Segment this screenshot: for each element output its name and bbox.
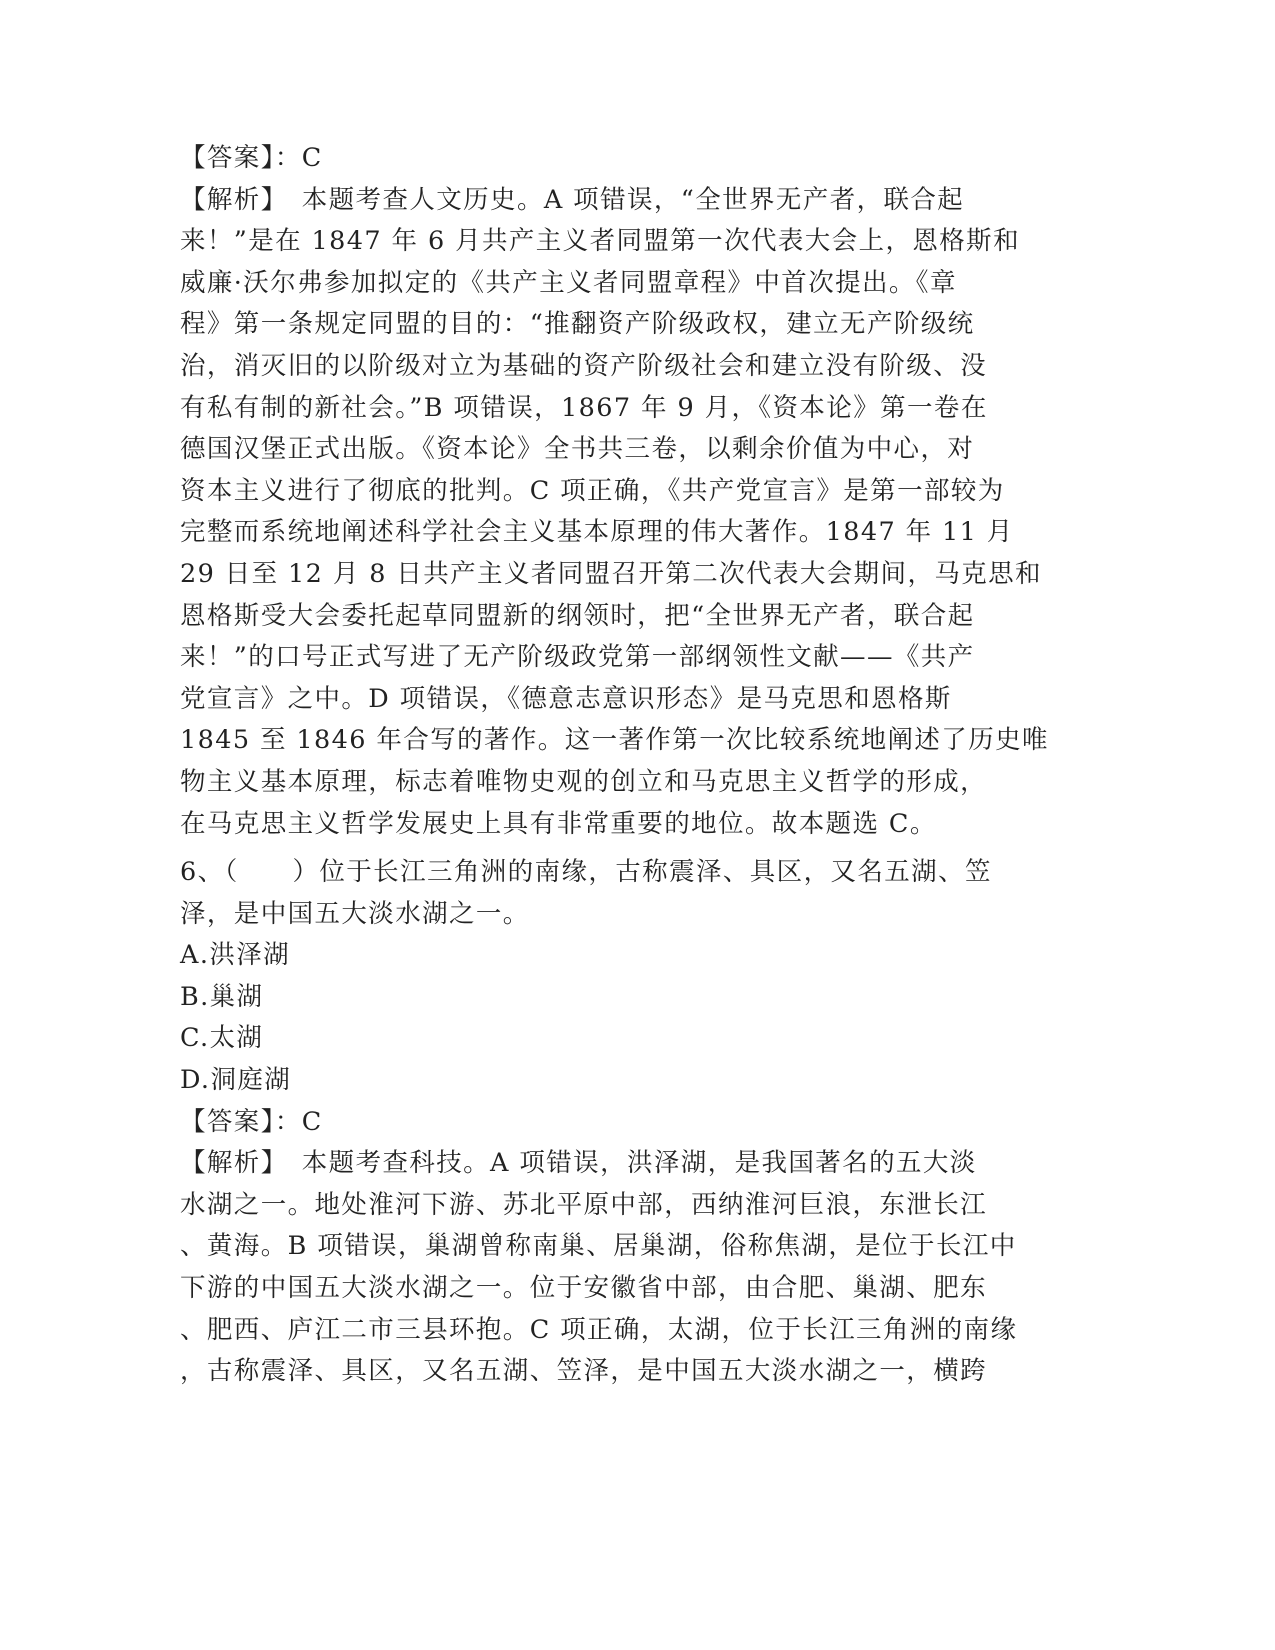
explanation-line: 完整而系统地阐述科学社会主义基本原理的伟大著作。1847 年 11 月 bbox=[180, 517, 1014, 548]
document-page bbox=[180, 138, 1049, 1393]
explanation-line: 治，消灭旧的以阶级对立为基础的资产阶级社会和建立没有阶级、没 bbox=[180, 350, 988, 381]
explanation-line: 下游的中国五大淡水湖之一。位于安徽省中部，由合肥、巢湖、肥东 bbox=[180, 1273, 988, 1304]
explanation-line: 29 日至 12 月 8 日共产主义者同盟召开第二次代表大会期间，马克思和 bbox=[180, 558, 1042, 589]
answer-line: 【答案】：C bbox=[180, 1106, 323, 1137]
explanation-line: 资本主义进行了彻底的批判。C 项正确，《共产党宣言》是第一部较为 bbox=[180, 475, 1005, 506]
explanation-line: 程》第一条规定同盟的目的：“推翻资产阶级政权，建立无产阶级统 bbox=[180, 309, 975, 340]
option-c: C.太湖 bbox=[180, 1023, 264, 1054]
explanation-line: 、黄海。B 项错误，巢湖曾称南巢、居巢湖，俗称焦湖，是位于长江中 bbox=[180, 1231, 1017, 1262]
explanation-line: 恩格斯受大会委托起草同盟新的纲领时，把“全世界无产者，联合起 bbox=[180, 600, 975, 631]
explanation-line: ，古称震泽、具区，又名五湖、笠泽，是中国五大淡水湖之一，横跨 bbox=[180, 1356, 988, 1387]
option-d: D.洞庭湖 bbox=[180, 1065, 292, 1096]
explanation-line: 1845 至 1846 年合写的著作。这一著作第一次比较系统地阐述了历史唯 bbox=[180, 725, 1049, 756]
explanation-line: 【解析】 本题考查人文历史。A 项错误，“全世界无产者，联合起 bbox=[180, 184, 965, 215]
explanation-line: 来！”的口号正式写进了无产阶级政党第一部纲领性文献——《共产 bbox=[180, 642, 975, 673]
explanation-line: 在马克思主义哲学发展史上具有非常重要的地位。故本题选 C。 bbox=[180, 808, 937, 839]
q5-answer-block bbox=[180, 138, 1049, 845]
explanation-line: 物主义基本原理，标志着唯物史观的创立和马克思主义哲学的形成， bbox=[180, 766, 988, 797]
question-line: 6、（ ）位于长江三角洲的南缘，古称震泽、具区，又名五湖、笠 bbox=[180, 857, 992, 888]
explanation-line: 水湖之一。地处淮河下游、苏北平原中部，西纳淮河巨浪，东泄长江 bbox=[180, 1189, 988, 1220]
block-spacer bbox=[180, 845, 1040, 852]
explanation-line: 党宣言》之中。D 项错误，《德意志意识形态》是马克思和恩格斯 bbox=[180, 683, 952, 714]
question-line: 泽，是中国五大淡水湖之一。 bbox=[180, 898, 530, 929]
explanation-line: 威廉·沃尔弗参加拟定的《共产主义者同盟章程》中首次提出。《章 bbox=[180, 267, 957, 298]
explanation-line: 有私有制的新社会。”B 项错误，1867 年 9 月，《资本论》第一卷在 bbox=[180, 392, 988, 423]
answer-line: 【答案】：C bbox=[180, 143, 323, 173]
option-a: A.洪泽湖 bbox=[180, 940, 291, 971]
explanation-line: 、肥西、庐江二市三县环抱。C 项正确，太湖，位于长江三角洲的南缘 bbox=[180, 1314, 1018, 1345]
explanation-line: 【解析】 本题考查科技。A 项错误，洪泽湖，是我国著名的五大淡 bbox=[180, 1148, 977, 1179]
explanation-line: 来！”是在 1847 年 6 月共产主义者同盟第一次代表大会上，恩格斯和 bbox=[180, 226, 1020, 257]
q6-block bbox=[180, 852, 1040, 1393]
explanation-line: 德国汉堡正式出版。《资本论》全书共三卷，以剩余价值为中心，对 bbox=[180, 434, 975, 465]
option-b: B.巢湖 bbox=[180, 981, 264, 1012]
